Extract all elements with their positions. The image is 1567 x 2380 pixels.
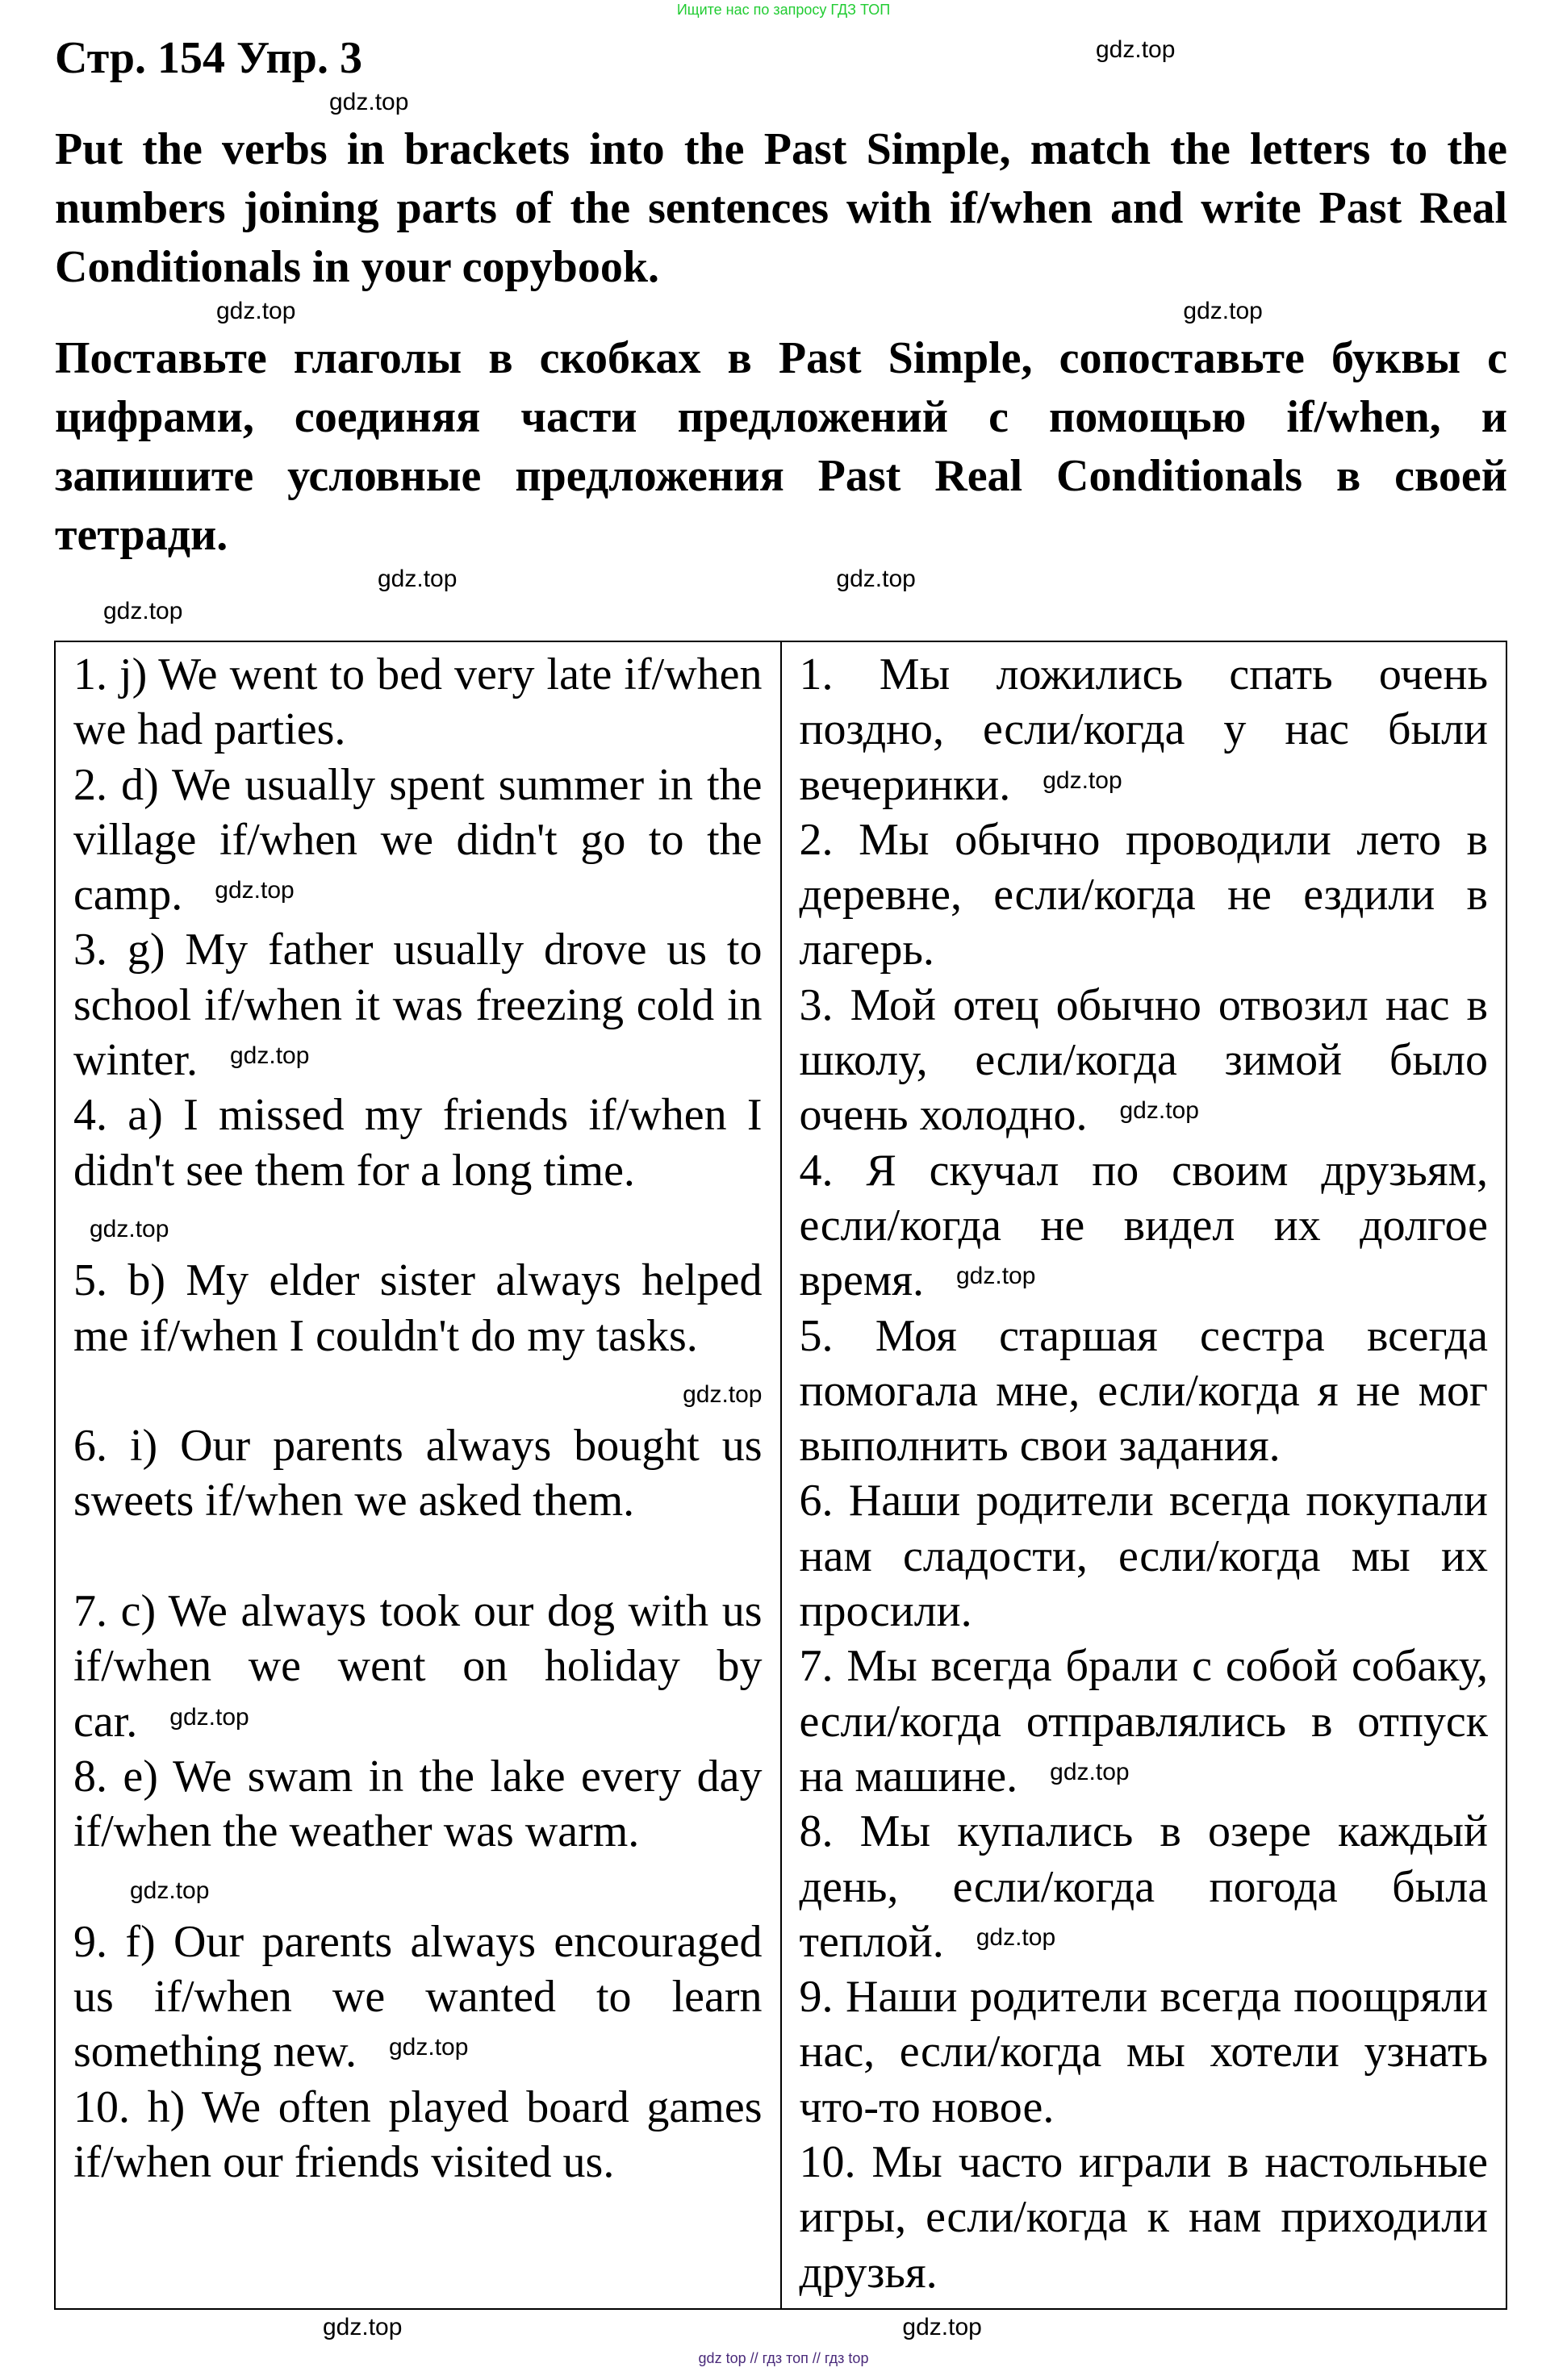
russian-item: 9. Наши родители всегда поощряли нас, если/когда мы хотели узнать что-то новое.: [799, 1972, 1488, 2132]
answer-table: [54, 641, 1507, 2310]
watermark: gdz.top: [1183, 298, 1263, 324]
watermark: gdz.top: [169, 1703, 249, 1731]
russian-item: 1. Мы ложились спать очень поздно, если/когда у нас были вечеринки.: [799, 649, 1488, 810]
english-item: 1. j) We went to bed very late if/when we had parties.: [73, 649, 763, 755]
page-title: Стр. 154 Упр. 3: [55, 33, 362, 83]
header-note: Ищите нас по запросу ГДЗ ТОП: [676, 2, 891, 18]
russian-item: 6. Наши родители всегда покупали нам сладости, если/когда мы их просили.: [799, 1476, 1488, 1637]
russian-item: 10. Мы часто играли в настольные игры, если/когда к нам приходили друзья.: [799, 2137, 1488, 2298]
russian-item: 3. Мой отец обычно отвозил нас в школу, если/когда зимой было очень холодно.: [799, 979, 1488, 1141]
watermark: gdz.top: [378, 566, 458, 592]
english-item: 7. c) We always took our dog with us if/when we went on holiday by car.: [73, 1586, 763, 1747]
instruction-english: Put the verbs in brackets into the Past Simple, match the letters to the numbers joining parts of the sentences with if/when and write Past Real Conditionals in your copybook.: [55, 124, 1507, 292]
watermark: gdz.top: [1119, 1097, 1199, 1125]
watermark: gdz.top: [130, 1877, 210, 1904]
watermark: gdz.top: [103, 598, 183, 624]
english-item: 4. a) I missed my friends if/when I didn't see them for a long time.: [73, 1090, 763, 1196]
instruction-russian: Поставьте глаголы в скобках в Past Simple, сопоставьте буквы с цифрами, соединяя части предложений с помощью if/when, и запишите условные предложения Past Real Conditionals в своей тетради.: [55, 333, 1507, 560]
english-item: 2. d) We usually spent summer in the village if/when we didn't go to the camp.: [73, 759, 763, 921]
english-item: 9. f) Our parents always encouraged us if/when we wanted to learn something new.: [73, 1916, 763, 2077]
watermark: gdz.top: [836, 566, 916, 592]
header: [55, 29, 1507, 629]
russian-item: 4. Я скучал по своим друзьям, если/когда не видел их долгое время.: [799, 1145, 1488, 1306]
watermark: gdz.top: [1096, 36, 1176, 63]
watermark: gdz.top: [229, 1042, 310, 1070]
watermark: gdz.top: [90, 1216, 169, 1243]
watermark: gdz.top: [215, 877, 295, 904]
russian-column: [781, 641, 1507, 2309]
watermark: gdz.top: [216, 298, 296, 324]
watermark: gdz.top: [1050, 1758, 1130, 1785]
russian-item: 7. Мы всегда брали с собой собаку, если/когда отправлялись в отпуск на машине.: [799, 1641, 1488, 1802]
english-item: 10. h) We often played board games if/when our friends visited us.: [73, 2081, 763, 2188]
english-item: 8. e) We swam in the lake every day if/when the weather was warm.: [73, 1751, 763, 1857]
watermark: gdz.top: [956, 1263, 1036, 1290]
watermark: gdz.top: [329, 89, 409, 115]
english-item: 3. g) My father usually drove us to school if/when it was freezing cold in winter.: [73, 925, 763, 1086]
footer-note: gdz top // гдз топ // гдз top: [698, 2349, 869, 2366]
russian-item: 2. Мы обычно проводили лето в деревне, если/когда не ездили в лагерь.: [799, 814, 1488, 975]
english-column: [55, 641, 781, 2309]
watermark: gdz.top: [683, 1381, 763, 1408]
watermark: gdz.top: [902, 2313, 982, 2340]
watermark: gdz.top: [1043, 766, 1122, 794]
english-item: 6. i) Our parents always bought us sweets if/when we asked them.: [73, 1421, 763, 1526]
english-item: 5. b) My elder sister always helped me if/when I couldn't do my tasks.: [73, 1255, 763, 1361]
watermark: gdz.top: [323, 2313, 403, 2340]
watermark: gdz.top: [388, 2034, 469, 2061]
russian-item: 5. Моя старшая сестра всегда помогала мне, если/когда я не мог выполнить свои задания.: [799, 1310, 1488, 1472]
russian-item: 8. Мы купались в озере каждый день, если/когда погода была теплой.: [799, 1806, 1488, 1967]
watermark: gdz.top: [976, 1923, 1056, 1951]
